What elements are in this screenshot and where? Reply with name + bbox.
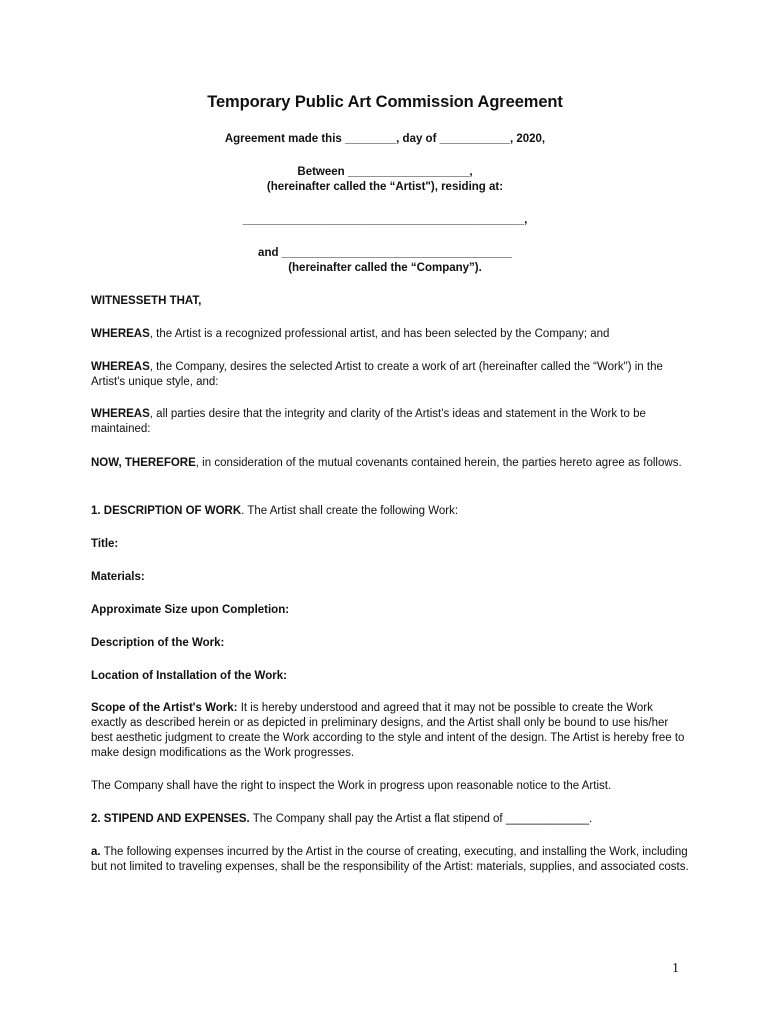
field-materials-label: Materials:: [91, 571, 145, 583]
scope-paragraph: [91, 701, 691, 761]
whereas-paragraph-1: [91, 327, 691, 342]
witnesseth-line: [91, 294, 691, 309]
whereas-text: , the Company, desires the selected Artist to create a work of art (hereinafter called the “Work") in the Artist's unique style, and:: [91, 361, 663, 388]
scope-text: It is hereby understood and agreed that it may not be possible to create the Work exactly as described herein or as depicted in preliminary designs, and the Artist shall only be bound to use his/her best aesthetic judgment to create the Work according to the style and intent of the design. The Artist is hereby free to make design modifications as the Work progresses.: [91, 702, 685, 759]
whereas-lead: WHEREAS: [91, 408, 150, 420]
whereas-lead: WHEREAS: [91, 328, 150, 340]
field-title-label: Title:: [91, 538, 119, 550]
witnesseth-text: WITNESSETH THAT,: [91, 295, 202, 307]
section-1-lead: 1. DESCRIPTION OF WORK: [91, 505, 242, 517]
company-called-line: (hereinafter called the “Company”).: [288, 262, 482, 274]
document-title: Temporary Public Art Commission Agreement: [207, 93, 563, 111]
inspect-paragraph: The Company shall have the right to inspect the Work in progress upon reasonable notice to the Artist.: [91, 780, 612, 792]
now-therefore-text: , in consideration of the mutual covenants contained herein, the parties hereto agree as follows.: [195, 457, 682, 469]
whereas-paragraph-2: [91, 360, 691, 390]
between-line: Between ___________________,: [297, 166, 473, 178]
section-2-text: The Company shall pay the Artist a flat stipend of _____________.: [249, 813, 593, 825]
field-title: [91, 537, 691, 552]
now-therefore-paragraph: [91, 456, 691, 471]
field-location: [91, 669, 691, 684]
address-blank-line: ____________________________________________,: [242, 214, 528, 226]
field-size-label: Approximate Size upon Completion:: [91, 604, 290, 616]
section-2a-text: The following expenses incurred by the Artist in the course of creating, executing, and installing the Work, including but not limited to traveling expenses, shall be the responsibility of the Artist: materials, supplies, and associated costs.: [91, 846, 689, 873]
section-2-lead: 2. STIPEND AND EXPENSES.: [91, 813, 250, 825]
section-1-heading: [91, 504, 691, 519]
agreement-date-line: Agreement made this ________, day of ___________, 2020,: [224, 133, 546, 145]
now-therefore-lead: NOW, THEREFORE: [91, 457, 196, 469]
field-materials: [91, 570, 691, 585]
field-size: [91, 603, 691, 618]
field-location-label: Location of Installation of the Work:: [91, 670, 287, 682]
page-number: 1: [672, 961, 679, 976]
whereas-lead: WHEREAS: [91, 361, 150, 373]
whereas-paragraph-3: [91, 407, 691, 437]
scope-lead: Scope of the Artist's Work:: [91, 702, 238, 714]
and-company-line: and ____________________________________: [258, 247, 512, 259]
whereas-text: , the Artist is a recognized professional artist, and has been selected by the Company; and: [149, 328, 610, 340]
section-2a-lead: a.: [91, 846, 101, 858]
whereas-text: , all parties desire that the integrity and clarity of the Artist's ideas and statement in the Work to be maintained:: [91, 408, 646, 435]
section-2a-paragraph: [91, 845, 691, 875]
field-description-label: Description of the Work:: [91, 637, 225, 649]
section-1-text: . The Artist shall create the following Work:: [241, 505, 459, 517]
field-description: [91, 636, 691, 651]
artist-residing-line: (hereinafter called the “Artist"), residing at:: [266, 181, 504, 193]
section-2-heading: [91, 812, 691, 827]
